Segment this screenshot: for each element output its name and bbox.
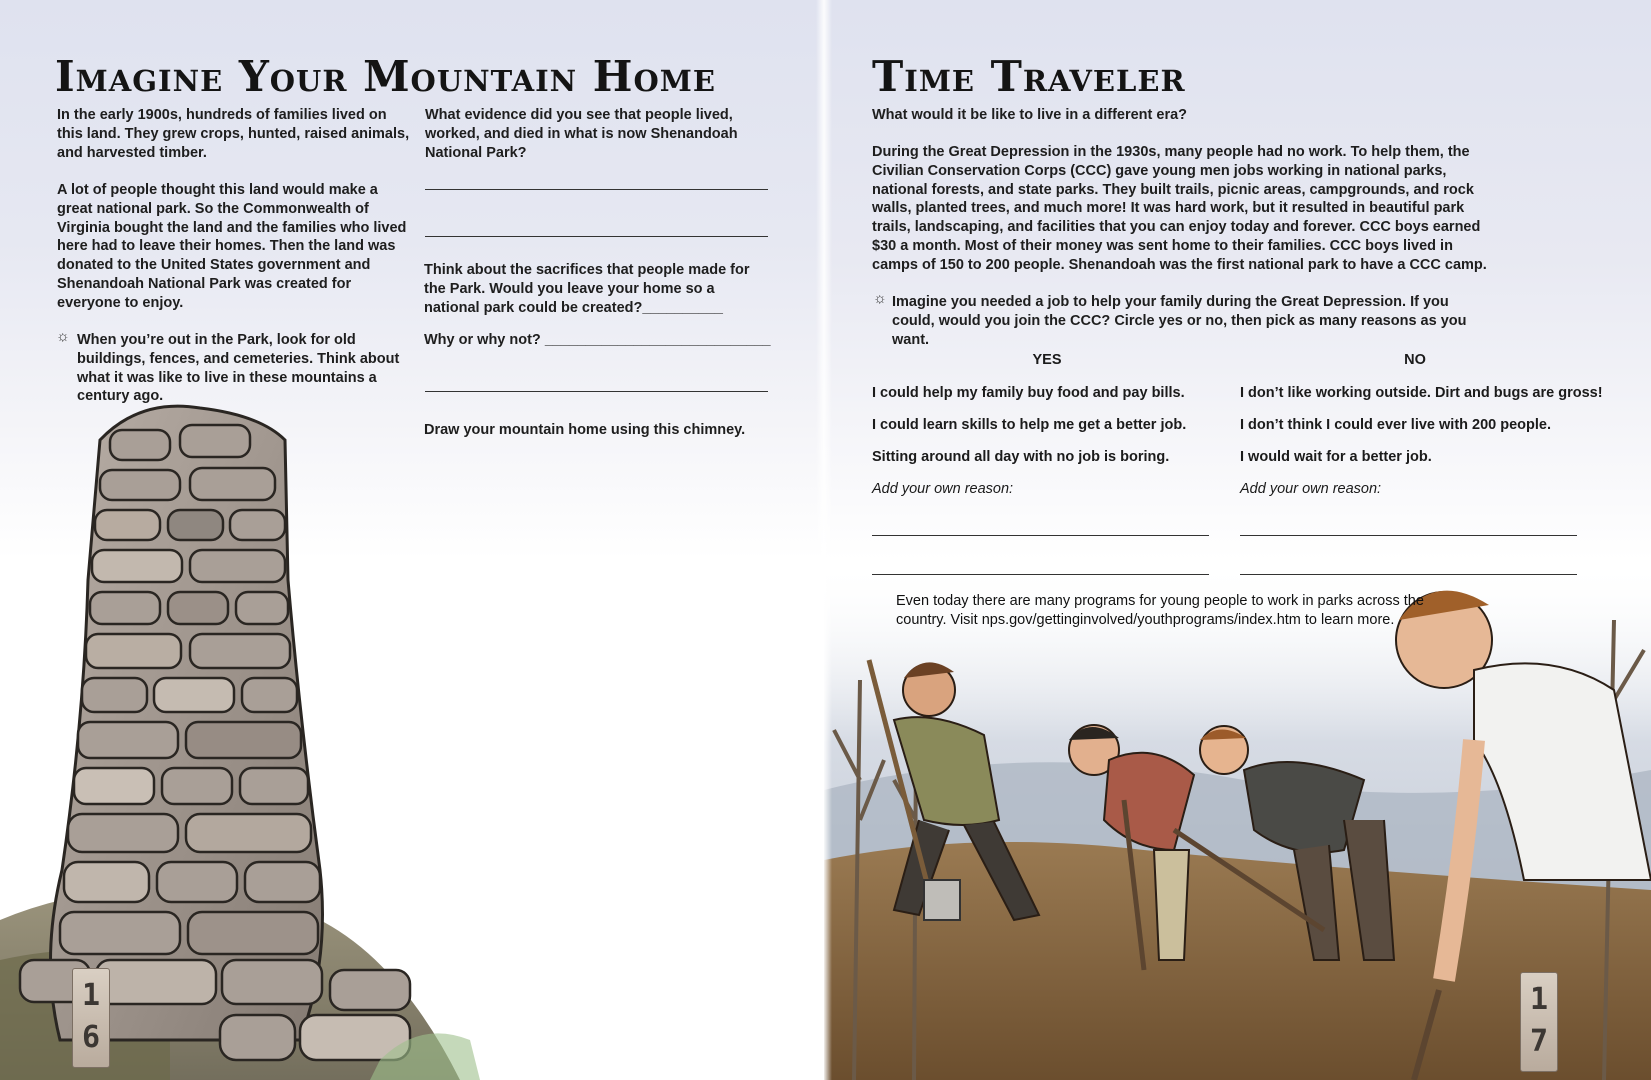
right-page-title: Time Traveler (872, 52, 1186, 101)
no-own-reason-line-1[interactable] (1240, 535, 1577, 536)
yes-column-header[interactable]: YES (1032, 352, 1062, 368)
yes-own-reason-line-2[interactable] (872, 574, 1209, 575)
no-own-reason-label: Add your own reason: (1240, 481, 1382, 497)
left-page-title: Imagine Your Mountain Home (55, 52, 716, 101)
right-page-number-ones: 7 (1529, 1024, 1549, 1059)
yes-own-reason-line-1[interactable] (872, 535, 1209, 536)
no-reason-1[interactable]: I don’t like working outside. Dirt and bugs are gross! (1240, 385, 1603, 401)
sacrifice-question: Think about the sacrifices that people made for the Park. Would you leave your home so a national park could be created?__________ (424, 262, 750, 316)
intro-paragraph-1: In the early 1900s, hundreds of families lived on this land. They grew crops, hunted, raised animals, and harvested timber. (57, 107, 410, 161)
yes-own-reason-label: Add your own reason: (872, 481, 1014, 497)
evidence-answer-line-1[interactable] (425, 189, 768, 190)
yes-reason-2[interactable]: I could learn skills to help me get a better job. (872, 417, 1187, 433)
evidence-answer-line-2[interactable] (425, 236, 768, 237)
no-own-reason-line-2[interactable] (1240, 574, 1577, 575)
no-column-header[interactable]: NO (1404, 352, 1426, 368)
left-page-number (72, 968, 110, 1068)
no-reason-2[interactable]: I don’t think I could ever live with 200 people. (1240, 417, 1552, 433)
draw-prompt: Draw your mountain home using this chimney. (424, 422, 746, 438)
left-page (0, 0, 824, 1080)
sun-icon: ☼ (56, 328, 70, 345)
evidence-question: What evidence did you see that people lived, worked, and died in what is now Shenandoah National Park? (425, 107, 738, 161)
park-tip: When you’re out in the Park, look for old buildings, fences, and cemeteries. Think about what it was like to live in these mountains a century ago. (77, 332, 400, 405)
left-page-number-ones: 6 (81, 1020, 101, 1055)
page-gutter (816, 0, 832, 1080)
left-page-number-tens: 1 (81, 978, 101, 1013)
no-reason-3[interactable]: I would wait for a better job. (1240, 449, 1432, 465)
right-page (824, 0, 1651, 1080)
ccc-activity-instructions: Imagine you needed a job to help your family during the Great Depression. If you could, would you join the CCC? Circle yes or no, then pick as many reasons as you want. (892, 294, 1467, 348)
intro-paragraph-2: A lot of people thought this land would make a great national park. So the Commonwealth of Virginia bought the land and the families who lived here had to leave their homes. Then the land was donated to the United States government and Shenandoah National Park was created for everyone to enjoy. (57, 182, 407, 311)
right-page-number-tens: 1 (1529, 982, 1549, 1017)
sun-icon: ☼ (873, 290, 887, 307)
youth-programs-footer: Even today there are many programs for young people to work in parks across the country. Visit nps.gov/gettinginvolved/youthprograms/index.htm to learn more. (896, 593, 1424, 628)
right-page-number (1520, 972, 1558, 1072)
yes-reason-3[interactable]: Sitting around all day with no job is boring. (872, 449, 1170, 465)
yes-reason-1[interactable]: I could help my family buy food and pay bills. (872, 385, 1185, 401)
ccc-body-text: During the Great Depression in the 1930s, many people had no work. To help them, the Civilian Conservation Corps (CCC) gave young men jobs working in national parks, national forests, and state parks. They built trails, picnic areas, campgrounds, and rock walls, planted trees, and much more! It was hard work, but it resulted in beautiful park trails, landscaping, and facilities that you can enjoy today and forever. CCC boys earned $30 a month. Most of their money was sent home to their families. CCC boys lived in camps of 150 to 200 people. Shenandoah was the first national park to have a CCC camp. (872, 144, 1487, 273)
lead-question: What would it be like to live in a different era? (872, 107, 1188, 123)
why-question: Why or why not? ____________________________ (424, 332, 771, 348)
why-answer-line[interactable] (425, 391, 768, 392)
